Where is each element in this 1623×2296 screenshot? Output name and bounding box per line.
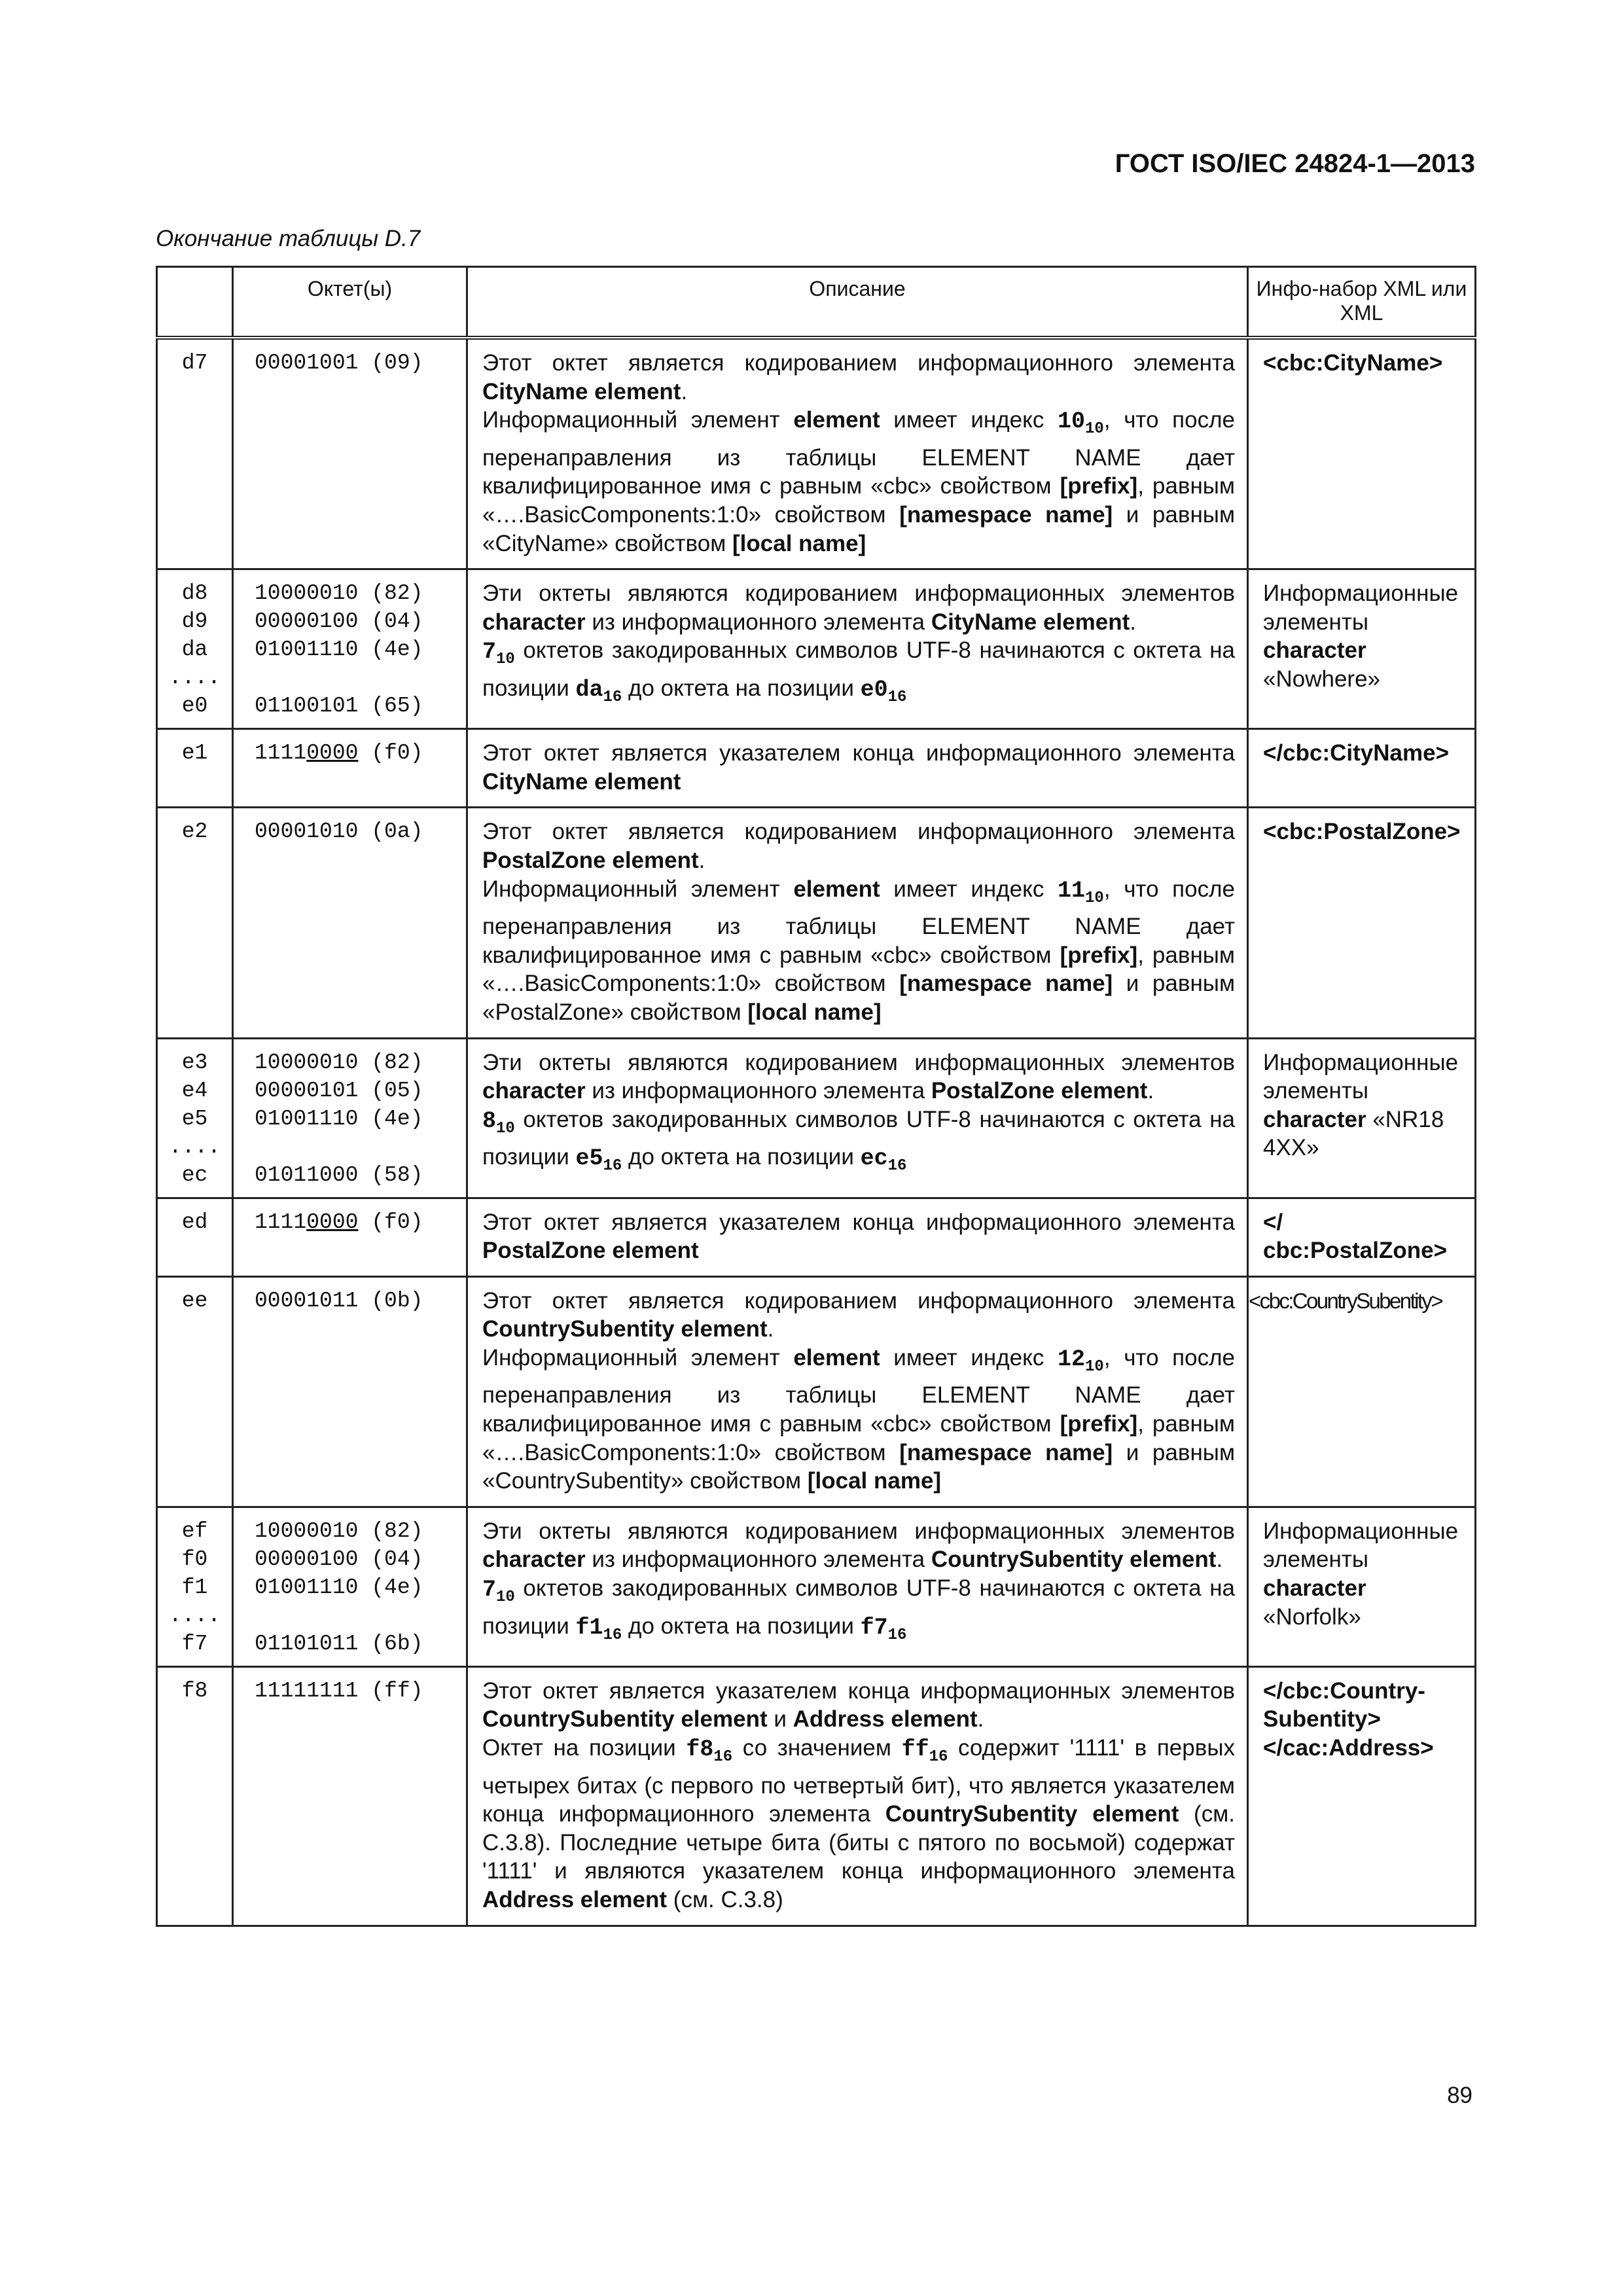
desc-bold: element	[793, 407, 880, 433]
desc-mono: 7	[482, 639, 497, 666]
table-row	[157, 808, 1476, 1038]
desc-bold: [namespace name]	[899, 501, 1113, 528]
table-row	[157, 569, 1476, 729]
desc-text: до октета на позиции	[622, 1144, 861, 1170]
xml-cell	[1248, 1038, 1476, 1198]
offset-cell: f8	[157, 1666, 233, 1926]
octet-cell	[233, 1038, 467, 1198]
desc-text: октетов закодированных символов UTF-8 начинаются с октета на позиции	[482, 1106, 1235, 1170]
offset-line: f1	[181, 1575, 208, 1600]
desc-bold: element	[793, 1344, 880, 1371]
desc-text: до октета на позиции	[622, 675, 861, 701]
desc-text: Этот октет является кодированием информационного элемента	[482, 819, 1235, 845]
desc-mono: 11	[1057, 877, 1085, 904]
desc-subscript: 16	[713, 1748, 733, 1767]
desc-mono: 7	[482, 1577, 497, 1604]
description-cell	[467, 1038, 1248, 1198]
desc-bold: PostalZone element	[931, 1078, 1148, 1104]
xml-cell: <cbc:CityName>	[1248, 338, 1476, 569]
xml-text: Информационные элементы	[1263, 581, 1459, 635]
xml-bold: character	[1263, 637, 1366, 664]
desc-text: .	[1147, 1078, 1154, 1104]
desc-bold: CountrySubentity element	[931, 1547, 1217, 1573]
offset-line: f0	[181, 1547, 208, 1571]
desc-bold: [namespace name]	[899, 971, 1113, 997]
desc-subscript: 16	[603, 688, 622, 706]
desc-text: октетов закодированных символов UTF-8 начинаются с октета на позиции	[482, 637, 1235, 701]
desc-mono: f1	[575, 1614, 603, 1641]
desc-text: Эти октеты являются кодированием информационных элементов	[482, 1518, 1235, 1544]
desc-text: и	[767, 1706, 793, 1732]
offset-cell: ee	[157, 1276, 233, 1507]
octet-line: 00000101 (05)	[255, 1078, 423, 1103]
octet-line: 00000100 (04)	[255, 609, 423, 634]
desc-text: из информационного элемента	[585, 1078, 931, 1104]
desc-mono: e5	[575, 1145, 603, 1172]
desc-text: Этот октет является кодированием информационного элемента	[482, 350, 1235, 376]
octet-cell	[233, 569, 467, 729]
desc-text: .	[698, 847, 705, 873]
desc-subscript: 16	[603, 1157, 622, 1175]
table-row	[157, 729, 1476, 808]
desc-bold: [namespace name]	[899, 1439, 1113, 1465]
desc-text: из информационного элемента	[585, 609, 931, 635]
desc-text: имеет индекс	[880, 407, 1058, 433]
desc-text: , что после перенаправления из таблицы ELEMENT NAME дает квалифицированное имя с равным «cbc» свойством	[482, 876, 1235, 968]
xml-cell	[1248, 1507, 1476, 1666]
octet-cell: 00001001 (09)	[233, 338, 467, 569]
offset-line: f7	[181, 1631, 208, 1656]
description-cell	[467, 808, 1248, 1038]
column-header-description: Описание	[467, 267, 1248, 338]
offset-line: e0	[181, 694, 208, 719]
table-header-row	[157, 267, 1476, 338]
octet-cell	[233, 729, 467, 808]
xml-cell	[1248, 1198, 1476, 1276]
desc-text: Информационный элемент	[482, 407, 794, 433]
offset-line: e3	[181, 1050, 208, 1075]
desc-text: со значением	[732, 1735, 902, 1761]
desc-bold: [prefix]	[1060, 1411, 1138, 1437]
octet-line: 00000100 (04)	[255, 1547, 423, 1571]
offset-line: ec	[181, 1162, 208, 1187]
desc-text: , равным «….BasicComponents:1:0» свойством	[482, 473, 1235, 528]
xml-cell	[1248, 1666, 1476, 1926]
xml-text: <cbc:PostalZone>	[1263, 819, 1461, 845]
desc-text: .	[767, 1316, 774, 1342]
desc-subscript: 10	[1085, 1357, 1104, 1376]
offset-cell	[157, 569, 233, 729]
xml-text: cbc:PostalZone>	[1263, 1238, 1448, 1264]
xml-bold: character	[1263, 1575, 1366, 1602]
desc-subscript: 16	[887, 1157, 907, 1175]
desc-text: Информационный элемент	[482, 1344, 794, 1371]
octet-part: 1111	[255, 1210, 307, 1234]
desc-bold: CountrySubentity element	[482, 1706, 768, 1732]
desc-text: (см. С.3.8)	[667, 1887, 783, 1912]
xml-text: Информационные элементы	[1263, 1518, 1459, 1573]
offset-cell: d7	[157, 338, 233, 569]
xml-text: <cbc:CountrySubentity>	[1249, 1288, 1442, 1313]
xml-text: Subentity>	[1263, 1706, 1381, 1732]
table-row	[157, 1276, 1476, 1507]
standard-designation: ГОСТ ISO/IEC 24824-1—2013	[1115, 149, 1475, 178]
octet-cell: 00001010 (0a)	[233, 808, 467, 1038]
desc-text: октетов закодированных символов UTF-8 начинаются с октета на позиции	[482, 1575, 1235, 1639]
xml-cell	[1248, 569, 1476, 729]
offset-line: d8	[181, 581, 208, 606]
offset-line: ....	[168, 666, 221, 691]
offset-line: e4	[181, 1078, 208, 1103]
desc-bold: [local name]	[807, 1468, 942, 1494]
description-cell	[467, 1507, 1248, 1666]
desc-bold: Address element	[793, 1706, 978, 1732]
desc-bold: CityName element	[482, 378, 681, 404]
octet-part: (f0)	[358, 1210, 423, 1234]
octet-underlined: 0000	[306, 1210, 359, 1234]
octet-line: 01011000 (58)	[255, 1162, 423, 1187]
offset-cell: e1	[157, 729, 233, 808]
desc-text: Октет на позиции	[482, 1735, 687, 1761]
xml-text: «Norfolk»	[1263, 1604, 1361, 1630]
offset-cell: e2	[157, 808, 233, 1038]
desc-bold: PostalZone element	[482, 1238, 699, 1264]
desc-subscript: 10	[496, 1119, 515, 1138]
xml-text: </	[1263, 1209, 1283, 1235]
xml-text: «Nowhere»	[1263, 666, 1380, 692]
desc-subscript: 10	[496, 651, 515, 669]
desc-bold: character	[482, 1078, 586, 1104]
desc-text: Эти октеты являются кодированием информационных элементов	[482, 581, 1235, 607]
desc-text: и равным «CityName» свойством	[482, 501, 1236, 556]
desc-text: Этот октет является кодированием информационного элемента	[482, 1287, 1235, 1314]
desc-text: и равным «PostalZone» свойством	[482, 971, 1236, 1025]
desc-mono: 12	[1057, 1346, 1085, 1372]
octet-line: 01001110 (4e)	[255, 1575, 423, 1600]
desc-bold: [prefix]	[1060, 942, 1138, 968]
table-row	[157, 338, 1476, 569]
xml-text: «NR18 4XX»	[1263, 1106, 1444, 1161]
octet-line: 10000010 (82)	[255, 1050, 423, 1075]
desc-text: , равным «….BasicComponents:1:0» свойством	[482, 1411, 1235, 1465]
octet-line: 01001110 (4e)	[255, 637, 423, 662]
desc-text: .	[1130, 609, 1137, 635]
octet-line: 01101011 (6b)	[255, 1631, 423, 1656]
table-row	[157, 1507, 1476, 1666]
octet-line: 10000010 (82)	[255, 1518, 423, 1543]
desc-text: , что после перенаправления из таблицы ELEMENT NAME дает квалифицированное имя с равным «cbc» свойством	[482, 1344, 1235, 1437]
desc-bold: character	[482, 1547, 586, 1573]
desc-text: и равным «CountrySubentity» свойством	[482, 1439, 1236, 1494]
desc-mono: f8	[686, 1736, 714, 1763]
offset-line: ef	[181, 1518, 208, 1543]
octet-cell	[233, 1507, 467, 1666]
xml-text: </cac:Address>	[1263, 1735, 1434, 1761]
octet-cell	[233, 1198, 467, 1276]
offset-cell	[157, 1038, 233, 1198]
desc-subscript: 16	[887, 688, 907, 706]
desc-bold: CityName element	[931, 609, 1130, 635]
offset-line: d9	[181, 609, 208, 634]
desc-text: .	[1216, 1547, 1223, 1573]
table-caption: Окончание таблицы D.7	[156, 226, 421, 251]
octet-part: (f0)	[358, 741, 423, 766]
desc-bold: [prefix]	[1060, 473, 1138, 499]
desc-bold: CountrySubentity element	[482, 1316, 768, 1342]
description-cell	[467, 569, 1248, 729]
desc-text: Информационный элемент	[482, 876, 794, 902]
xml-cell	[1248, 1276, 1476, 1507]
desc-mono: da	[575, 676, 603, 703]
octet-line: 10000010 (82)	[255, 581, 423, 606]
page-number: 89	[1447, 2083, 1472, 2108]
desc-mono: 10	[1057, 408, 1085, 435]
desc-text: имеет индекс	[880, 1344, 1058, 1371]
xml-text: Информационные элементы	[1263, 1049, 1459, 1104]
desc-subscript: 16	[887, 1626, 907, 1644]
octet-cell: 11111111 (ff)	[233, 1666, 467, 1926]
table-row	[157, 1666, 1476, 1926]
desc-text: до октета на позиции	[622, 1613, 861, 1639]
desc-text: , равным «….BasicComponents:1:0» свойством	[482, 942, 1235, 997]
desc-mono: ec	[860, 1145, 888, 1172]
table-row	[157, 1038, 1476, 1198]
desc-text: .	[977, 1706, 984, 1732]
description-cell	[467, 1198, 1248, 1276]
desc-text: (см. С.3.8). Последние четыре бита (биты с пятого по восьмой) содержат '1111' и являются указателем конца информационного элемента	[482, 1801, 1236, 1884]
desc-bold: Address element	[482, 1887, 668, 1912]
desc-text: .	[681, 378, 688, 404]
desc-text: из информационного элемента	[585, 1547, 931, 1573]
xml-bold: character	[1263, 1106, 1366, 1132]
desc-bold: element	[793, 876, 880, 902]
desc-mono: ff	[901, 1736, 929, 1763]
desc-text: Этот октет является указателем конца информационных элементов	[482, 1677, 1235, 1704]
octet-underlined: 0000	[306, 741, 359, 766]
desc-mono: e0	[860, 676, 888, 703]
xml-cell: </cbc:CityName>	[1248, 729, 1476, 808]
description-cell	[467, 338, 1248, 569]
column-header-xml: Инфо-набор XML или XML	[1248, 267, 1476, 338]
table-row	[157, 1198, 1476, 1276]
desc-text: Этот октет является указателем конца информационного элемента	[482, 1209, 1235, 1235]
description-cell	[467, 1666, 1248, 1926]
desc-bold: [local name]	[732, 530, 866, 556]
offset-line: ....	[168, 1603, 221, 1628]
octet-line: 01001110 (4e)	[255, 1106, 423, 1131]
description-cell	[467, 729, 1248, 808]
desc-bold: PostalZone element	[482, 847, 699, 873]
desc-text: Эти октеты являются кодированием информационных элементов	[482, 1049, 1235, 1075]
desc-subscript: 16	[929, 1748, 948, 1767]
column-header-octets: Октет(ы)	[233, 267, 467, 338]
desc-subscript: 10	[496, 1588, 515, 1607]
column-header-offset	[157, 267, 233, 338]
octet-line: 01100101 (65)	[255, 694, 423, 719]
xml-text: </cbc:Country-	[1263, 1677, 1425, 1704]
desc-subscript: 10	[1085, 420, 1104, 439]
desc-subscript: 16	[603, 1626, 622, 1644]
offset-line: ....	[168, 1134, 221, 1159]
desc-text: имеет индекс	[880, 876, 1058, 902]
offset-line: da	[181, 637, 208, 662]
desc-subscript: 10	[1085, 889, 1104, 907]
offset-line: e5	[181, 1106, 208, 1131]
desc-bold: CountrySubentity element	[885, 1801, 1179, 1827]
desc-bold: character	[482, 609, 586, 635]
desc-text: содержит '1111' в первых четырех битах (с первого по четвертый бит), что является указателем конца информационного элемента	[482, 1735, 1235, 1827]
octet-part: 1111	[255, 741, 307, 766]
octet-cell: 00001011 (0b)	[233, 1276, 467, 1507]
xml-cell	[1248, 808, 1476, 1038]
desc-mono: 8	[482, 1107, 497, 1134]
desc-bold: CityName element	[482, 768, 681, 795]
description-cell	[467, 1276, 1248, 1507]
desc-text: Этот октет является указателем конца информационного элемента	[482, 740, 1235, 766]
desc-bold: [local name]	[747, 999, 882, 1025]
offset-cell	[157, 1507, 233, 1666]
offset-cell: ed	[157, 1198, 233, 1276]
octet-table	[156, 266, 1476, 1927]
desc-text: , что после перенаправления из таблицы ELEMENT NAME дает квалифицированное имя с равным «cbc» свойством	[482, 407, 1235, 499]
desc-mono: f7	[860, 1614, 888, 1641]
